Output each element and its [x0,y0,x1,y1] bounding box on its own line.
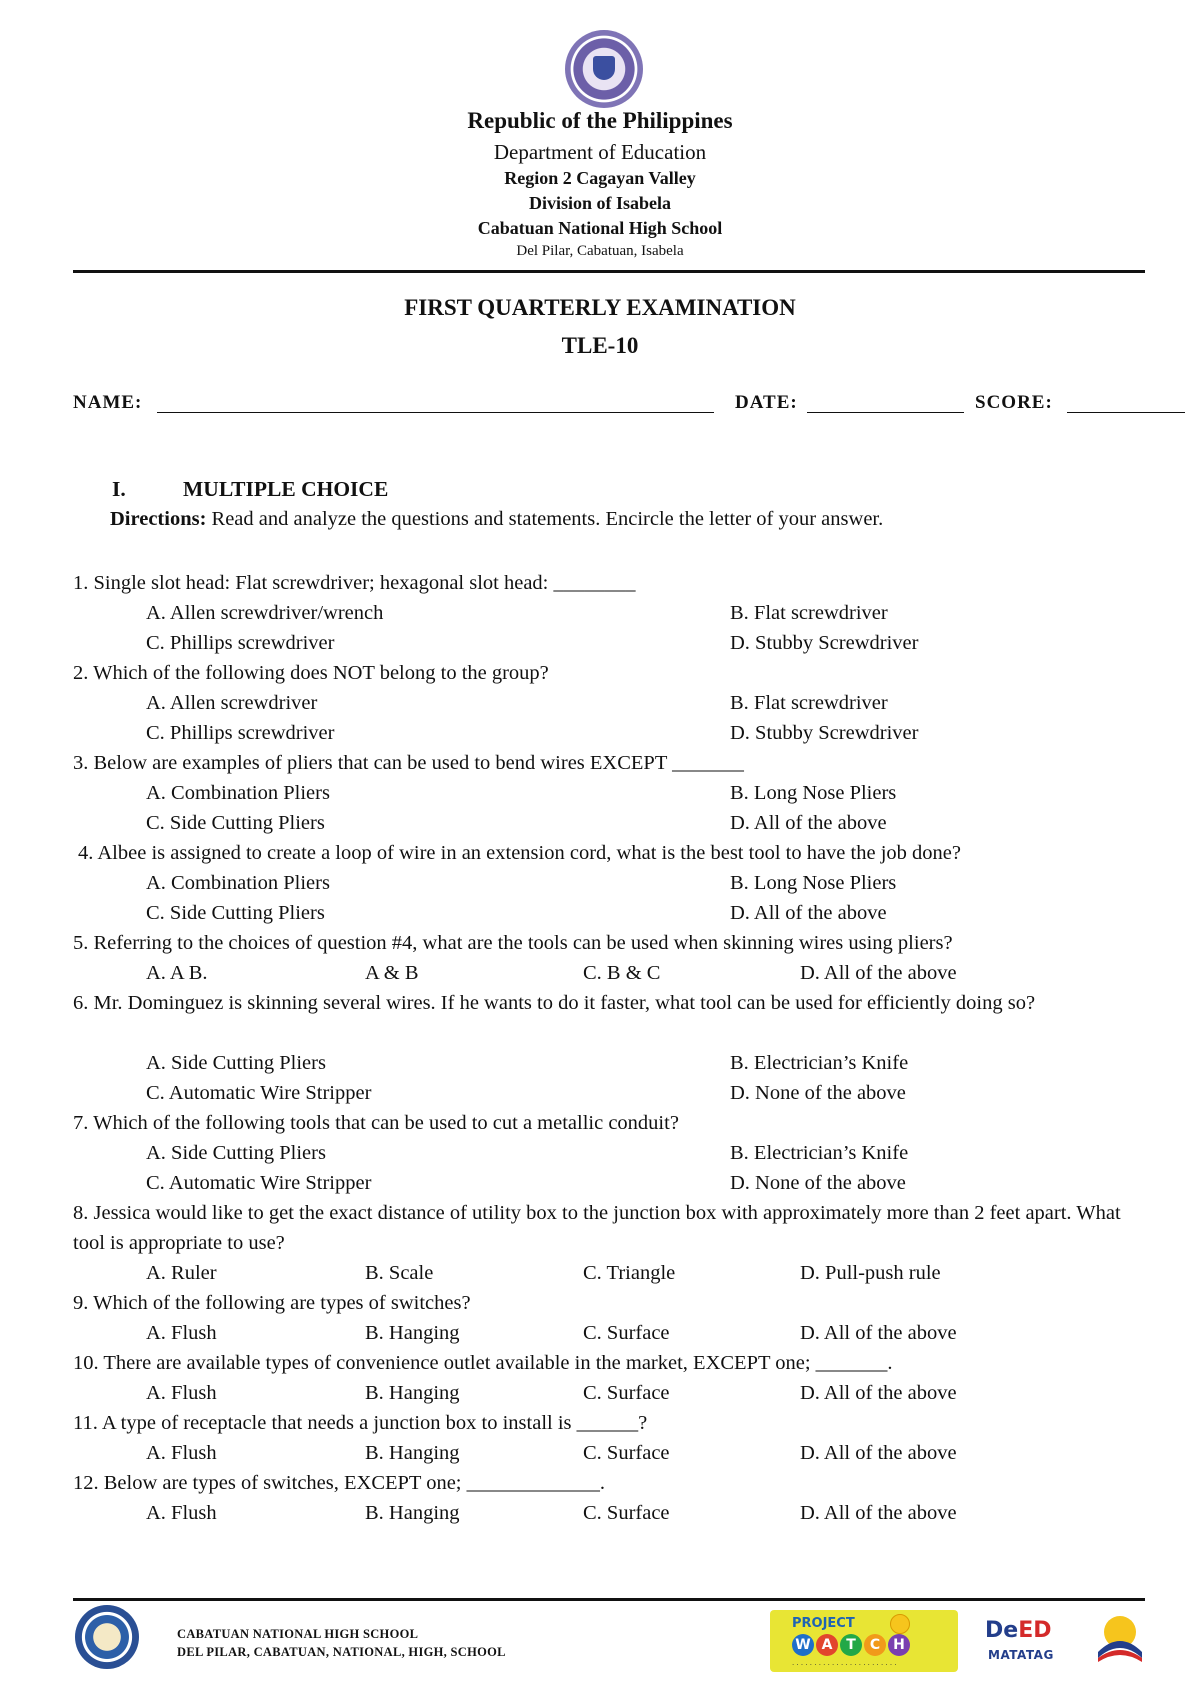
question-1: 1. Single slot head: Flat screwdriver; hexagonal slot head: ________ [73,572,636,594]
header-school: Cabatuan National High School [477,218,723,238]
question-12: 12. Below are types of switches, EXCEPT one; _____________. [73,1472,605,1494]
footer-address: DEL PILAR, CABATUAN, NATIONAL, HIGH, SCHOOL [177,1645,506,1659]
q10-choice-d[interactable]: D. All of the above [800,1382,957,1404]
q10-choice-a[interactable]: A. Flush [146,1382,217,1404]
q12-choice-d[interactable]: D. All of the above [800,1502,957,1524]
q6-choice-a[interactable]: A. Side Cutting Pliers [146,1052,326,1074]
q11-choice-d[interactable]: D. All of the above [800,1442,957,1464]
watch-tagline-icon: . . . . . . . . . . . . . . . . . . . . . . . . [792,1659,897,1667]
name-line[interactable] [157,412,714,413]
question-10: 10. There are available types of convenience outlet available in the market, EXCEPT one; _______. [73,1352,893,1374]
q6-choice-d[interactable]: D. None of the above [730,1082,906,1104]
q7-choice-b[interactable]: B. Electrician’s Knife [730,1142,909,1164]
directions [110,508,883,531]
q7-choice-c[interactable]: C. Automatic Wire Stripper [146,1172,372,1194]
header-divider [73,270,1145,273]
header-division: Division of Isabela [528,193,672,213]
name-label: NAME: [73,392,143,413]
q8-choice-c[interactable]: C. Triangle [583,1262,676,1284]
q5-choice-b[interactable]: A & B [365,962,419,984]
q11-choice-c[interactable]: C. Surface [583,1442,670,1464]
q8-choice-d[interactable]: D. Pull-push rule [800,1262,941,1284]
watch-letter-c: C [864,1634,886,1656]
header-department: Department of Education [493,140,707,164]
section-title: MULTIPLE CHOICE [183,477,389,501]
q8-choice-b[interactable]: B. Scale [365,1262,434,1284]
question-4: 4. Albee is assigned to create a loop of wire in an extension cord, what is the best tool to have the job done? [78,842,961,864]
q4-choice-a[interactable]: A. Combination Pliers [146,872,330,894]
header-republic: Republic of the Philippines [467,108,733,133]
q5-choice-a[interactable]: A. A B. [146,962,208,984]
watch-letter-h: H [888,1634,910,1656]
watch-letter-a: A [816,1634,838,1656]
q4-choice-d[interactable]: D. All of the above [730,902,887,924]
q9-choice-c[interactable]: C. Surface [583,1322,670,1344]
q10-choice-b[interactable]: B. Hanging [365,1382,460,1404]
q11-choice-a[interactable]: A. Flush [146,1442,217,1464]
smiley-icon [890,1614,910,1634]
q2-choice-d[interactable]: D. Stubby Screwdriver [730,722,919,744]
question-11: 11. A type of receptacle that needs a junction box to install is ______? [73,1412,648,1434]
q5-choice-d[interactable]: D. All of the above [800,962,957,984]
project-watch-logo-icon [770,1610,958,1672]
q3-choice-d[interactable]: D. All of the above [730,812,887,834]
deped-logo-icon [985,1618,1051,1643]
q4-choice-c[interactable]: C. Side Cutting Pliers [146,902,325,924]
watch-letter-t: T [840,1634,862,1656]
question-9: 9. Which of the following are types of switches? [73,1292,471,1314]
watch-letter-w: W [792,1634,814,1656]
date-label: DATE: [735,392,798,413]
q3-choice-a[interactable]: A. Combination Pliers [146,782,330,804]
header-address: Del Pilar, Cabatuan, Isabela [516,243,684,259]
q3-choice-c[interactable]: C. Side Cutting Pliers [146,812,325,834]
q6-choice-b[interactable]: B. Electrician’s Knife [730,1052,909,1074]
exam-subject: TLE-10 [561,333,639,358]
directions-text: Read and analyze the questions and statements. Encircle the letter of your answer. [206,508,884,530]
q5-choice-c[interactable]: C. B & C [583,962,661,984]
question-7: 7. Which of the following tools that can be used to cut a metallic conduit? [73,1112,679,1134]
q11-choice-b[interactable]: B. Hanging [365,1442,460,1464]
q9-choice-a[interactable]: A. Flush [146,1322,217,1344]
score-line[interactable] [1067,412,1185,413]
q9-choice-b[interactable]: B. Hanging [365,1322,460,1344]
q2-choice-a[interactable]: A. Allen screwdriver [146,692,318,714]
deped-text-b: ED [1018,1618,1052,1643]
question-8: 8. Jessica would like to get the exact distance of utility box to the junction box with approximately more than 2 feet apart. What tool is appropriate to use? [73,1202,1121,1254]
q6-choice-c[interactable]: C. Automatic Wire Stripper [146,1082,372,1104]
deped-seal-icon [565,30,643,108]
watch-project-label: PROJECT [792,1616,855,1631]
question-2: 2. Which of the following does NOT belong to the group? [73,662,549,684]
q9-choice-d[interactable]: D. All of the above [800,1322,957,1344]
matatag-label: MATATAG [988,1648,1054,1662]
q7-choice-a[interactable]: A. Side Cutting Pliers [146,1142,326,1164]
q1-choice-c[interactable]: C. Phillips screwdriver [146,632,335,654]
question-3: 3. Below are examples of pliers that can be used to bend wires EXCEPT _______ [73,752,744,774]
q1-choice-d[interactable]: D. Stubby Screwdriver [730,632,919,654]
q12-choice-b[interactable]: B. Hanging [365,1502,460,1524]
footer-school: CABATUAN NATIONAL HIGH SCHOOL [177,1627,419,1641]
q12-choice-a[interactable]: A. Flush [146,1502,217,1524]
date-line[interactable] [807,412,964,413]
q3-choice-b[interactable]: B. Long Nose Pliers [730,782,897,804]
q12-choice-c[interactable]: C. Surface [583,1502,670,1524]
question-5: 5. Referring to the choices of question #4, what are the tools can be used when skinning wires using pliers? [73,932,953,954]
q7-choice-d[interactable]: D. None of the above [730,1172,906,1194]
q1-choice-a[interactable]: A. Allen screwdriver/wrench [146,602,384,624]
deped-text-a: De [985,1618,1019,1643]
q10-choice-c[interactable]: C. Surface [583,1382,670,1404]
exam-title: FIRST QUARTERLY EXAMINATION [404,295,796,320]
question-6: 6. Mr. Dominguez is skinning several wires. If he wants to do it faster, what tool can be used for efficiently doing so? [73,992,1036,1014]
directions-label: Directions: [110,508,207,530]
header-region: Region 2 Cagayan Valley [504,168,696,188]
school-logo-icon [75,1605,139,1669]
q2-choice-b[interactable]: B. Flat screwdriver [730,692,888,714]
footer-divider [73,1598,1145,1601]
section-number: I. [112,477,126,501]
q8-choice-a[interactable]: A. Ruler [146,1262,217,1284]
bagong-pilipinas-logo-icon [1090,1612,1150,1664]
q2-choice-c[interactable]: C. Phillips screwdriver [146,722,335,744]
q1-choice-b[interactable]: B. Flat screwdriver [730,602,888,624]
score-label: SCORE: [975,392,1053,413]
q4-choice-b[interactable]: B. Long Nose Pliers [730,872,897,894]
